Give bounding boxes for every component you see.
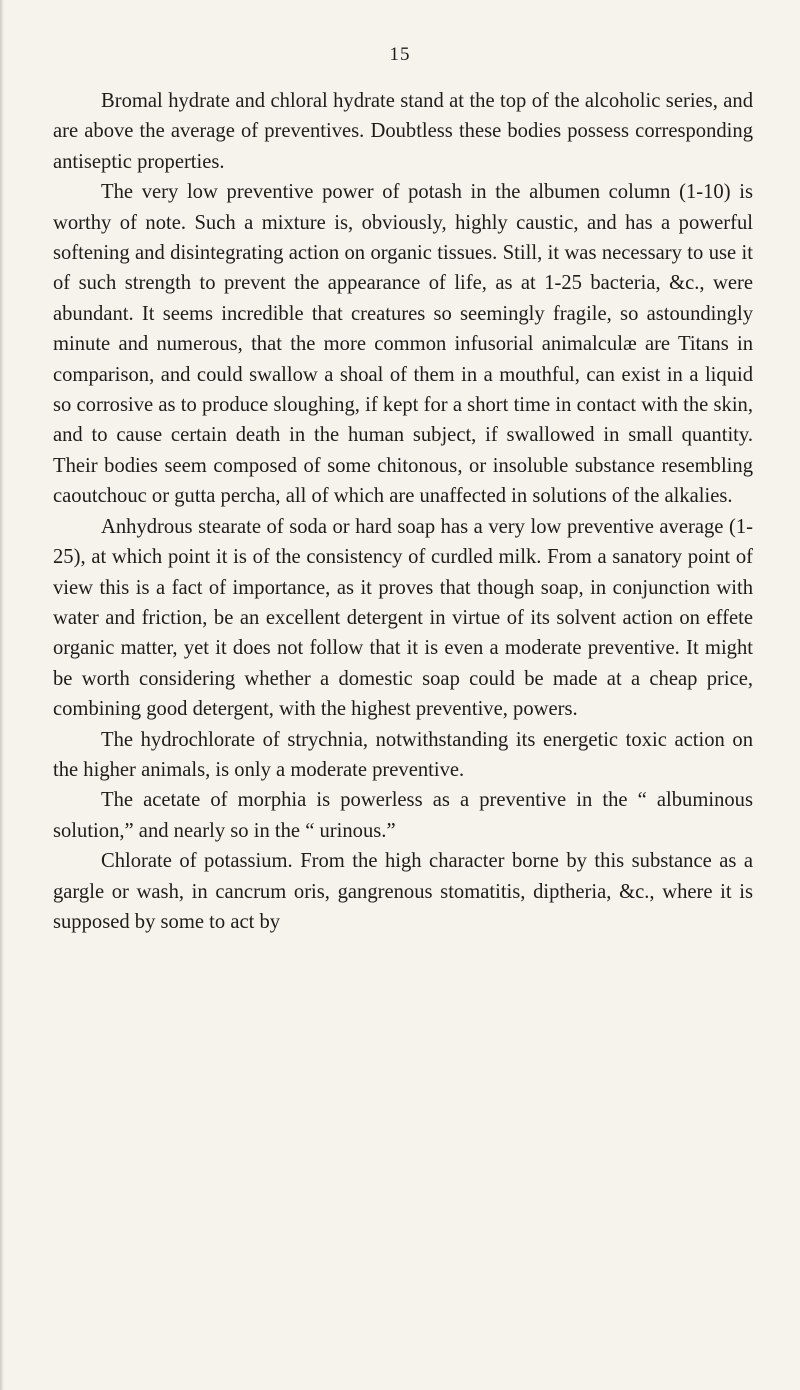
paragraph-potash: The very low preventive power of potash in the albumen column (1-10) is worthy of note. Such a mixture is, obviously, highly caustic, and has a powerful softening and disintegrating action on organic tissues. Still, it was necessary to use it of such strength to prevent the appearance of life, as at 1-25 bacteria, &c., were abundant. It seems incredible that creatures so seemingly fragile, so astoundingly minute and numerous, that the more common infusorial animalculæ are Titans in comparison, and could swallow a shoal of them in a mouthful, can exist in a liquid so corrosive as to produce sloughing, if kept for a short time in contact with the skin, and to cause certain death in the human subject, if swallowed in small quantity. Their bodies seem composed of some chitonous, or insoluble substance resembling caoutchouc or gutta percha, all of which are unaffected in solutions of the alkalies. xyxy=(53,181,753,508)
paragraph-strychnia: The hydrochlorate of strychnia, notwithstanding its energetic toxic action on the higher animals, is only a moderate preventive. xyxy=(53,728,753,781)
paragraph-bromal-hydrate: Bromal hydrate and chloral hydrate stand at the top of the alcoholic series, and are above the average of preventives. Doubtless these bodies possess corresponding antiseptic properties. xyxy=(53,90,753,173)
body-text xyxy=(53,86,753,937)
paragraph-chlorate-of-potassium: Chlorate of potassium. From the high character borne by this substance as a gargle or wash, in cancrum oris, gangrenous stomatitis, diptheria, &c., where it is supposed by some to act by xyxy=(53,850,753,933)
paragraph-stearate-of-soda: Anhydrous stearate of soda or hard soap has a very low preventive average (1-25), at which point it is of the consistency of curdled milk. From a sanatory point of view this is a fact of importance, as it proves that though soap, in conjunction with water and friction, be an excellent detergent in virtue of its solvent action on effete organic matter, yet it does not follow that it is even a moderate preventive. It might be worth considering whether a domestic soap could be made at a cheap price, combining good detergent, with the highest preventive, powers. xyxy=(53,515,753,721)
page-number: 15 xyxy=(389,44,411,65)
page-edge xyxy=(0,0,4,1390)
paragraph-morphia: The acetate of morphia is powerless as a preventive in the “ albuminous solution,” and nearly so in the “ urinous.” xyxy=(53,789,753,842)
